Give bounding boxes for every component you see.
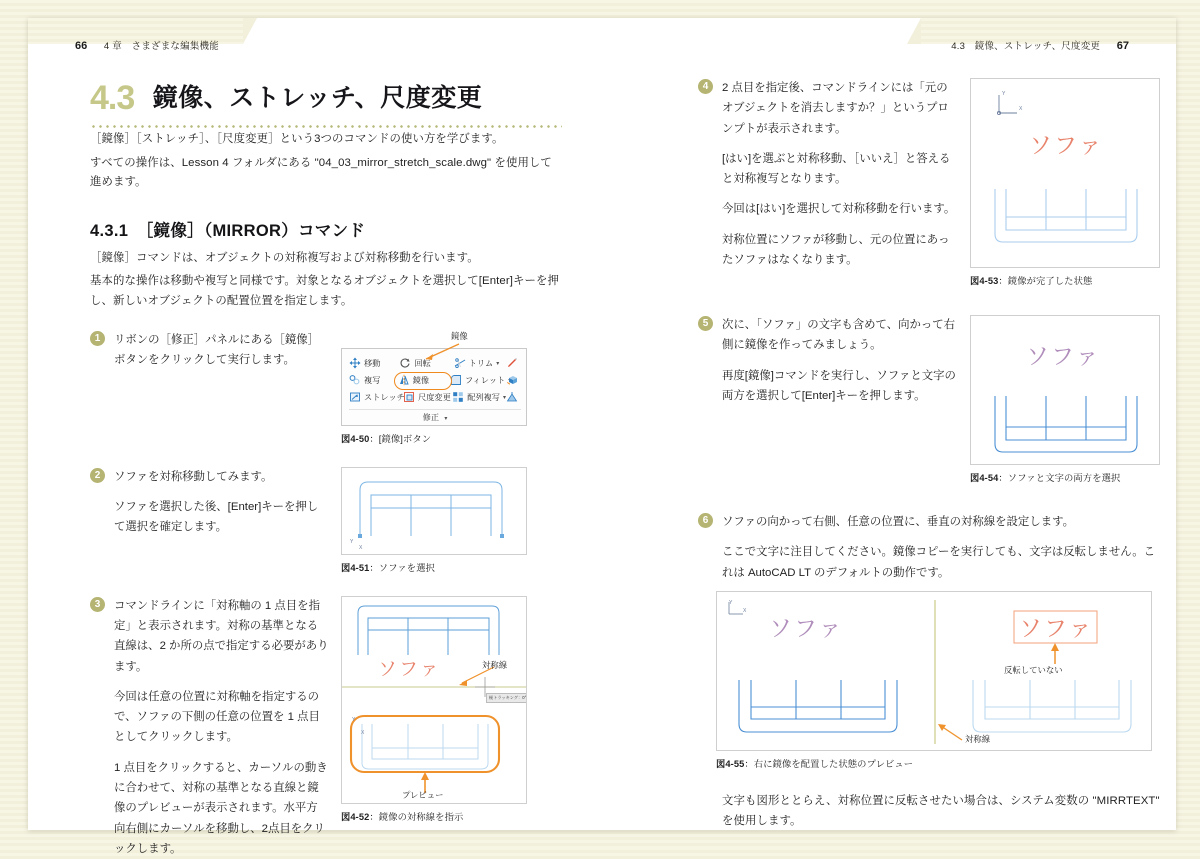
step-4-text-2: [はい]を選ぶと対称移動、［いいえ］と答えると対称複写となります。	[722, 152, 951, 186]
step-3-text-1: コマンドラインに「対称軸の 1 点目を指定」と表示されます。対称の基準となる直線は、2 か所の点で指定する必要があります。	[114, 599, 329, 673]
figure-4-55	[716, 591, 1162, 770]
step-6	[698, 512, 1162, 583]
figure-4-54-caption	[970, 470, 1160, 484]
sofa-text-f55-right: ソファ	[1019, 615, 1094, 641]
subsection-text-2: 基本的な操作は移動や複写と同様です。対象となるオブジェクトを選択して[Enter]キーを押し、新しいオブジェクトの配置位置を指定します。	[90, 275, 559, 308]
modify-panel-expand-caret[interactable]: ▾	[444, 415, 448, 422]
running-head-right	[951, 38, 1129, 52]
step-4-text-4: 対称位置にソファが移動し、元の位置にあったソファはなくなります。	[722, 233, 950, 267]
offset-icon	[506, 391, 518, 403]
ucs-x-label: X	[359, 544, 363, 551]
section-intro-line-2: すべての操作は、Lesson 4 フォルダにある "04_03_mirror_stretch_scale.dwg" を使用して進めます。	[90, 156, 552, 189]
figure-4-53	[970, 78, 1160, 287]
step-2-number: 2	[90, 468, 105, 483]
step-2	[90, 467, 562, 574]
folio-right: 67	[1116, 40, 1129, 52]
figure-4-52-text: ：鏡像の対称線を指示	[369, 811, 464, 822]
section-heading	[90, 78, 562, 130]
sofa-drawing-selected	[342, 468, 527, 555]
folio-left: 66	[75, 40, 88, 52]
ribbon-label-fillet: フィレット	[465, 375, 506, 385]
figure-4-52-id: 図4-52	[341, 811, 370, 822]
ribbon-row-3	[349, 389, 521, 406]
figure-4-54	[970, 315, 1160, 484]
step-5-text-1: 次に、「ソファ」の文字も含めて、向かって右側に鏡像を作ってみましょう。	[722, 319, 956, 352]
step-2-text-1: ソファを対称移動してみます。	[114, 470, 273, 483]
array-icon	[452, 391, 464, 403]
ribbon-button-scale[interactable]	[403, 391, 452, 403]
figure-4-54-id: 図4-54	[970, 473, 999, 483]
ribbon-button-array[interactable]	[452, 391, 506, 403]
figure-4-50-text: ：[鏡像]ボタン	[369, 433, 432, 444]
ucs-x-label-f55: X	[743, 607, 747, 614]
ribbon-label-scale: 尺度変更	[418, 392, 451, 402]
left-page-column	[90, 78, 562, 859]
figure-4-51	[341, 467, 527, 574]
step-4-text-1: 2 点目を指定後、コマンドラインには「元のオブジェクトを消去しますか？」というプロンプトが表示されます。	[722, 82, 949, 135]
running-head-left	[75, 38, 219, 52]
ribbon-button-offset[interactable]	[506, 391, 521, 403]
fillet-icon	[450, 374, 462, 386]
annotation-preview-f52: プレビュー	[402, 789, 444, 800]
array-dropdown-caret[interactable]: ▾	[502, 394, 506, 401]
figure-4-55-id: 図4-55	[716, 758, 745, 769]
cube-rotate-icon	[506, 374, 518, 386]
section-heading-title: 鏡像、ストレッチ、尺度変更	[152, 84, 483, 112]
step-6-text-2: ここで文字に注目してください。鏡像コピーを実行しても、文字は反転しません。これは AutoCAD LT のデフォルトの動作です。	[722, 546, 1156, 579]
tracking-tooltip: 極トラッキング：0°	[486, 693, 527, 703]
step-5-number: 5	[698, 316, 713, 331]
step-6-text-1: ソファの向かって右側、任意の位置に、垂直の対称線を設定します。	[722, 516, 1074, 528]
modify-panel-title[interactable]	[349, 409, 521, 423]
step-4-number: 4	[698, 79, 713, 94]
ucs-x-label-f52: X	[361, 729, 365, 736]
figure-4-53-caption	[970, 273, 1160, 287]
step-5	[698, 315, 1162, 484]
ribbon-label-stretch: ストレッチ	[364, 392, 405, 402]
annotation-mirror-axis-f52: 対称線	[482, 659, 508, 670]
sofa-text-f52: ソファ	[378, 658, 441, 680]
copy-icon	[349, 374, 361, 386]
step-4	[698, 78, 1162, 287]
figure-4-55-caption	[716, 756, 1162, 770]
figure-4-51-id: 図4-51	[341, 562, 370, 573]
figure-4-50-caption	[341, 431, 527, 445]
figure-4-53-text: ：鏡像が完了した状態	[998, 276, 1093, 286]
ribbon-button-mirror[interactable]	[398, 374, 450, 386]
ribbon-row-2	[349, 372, 521, 389]
ucs-y-label-f55: Y	[729, 599, 733, 606]
figure-4-50-id: 図4-50	[341, 433, 370, 444]
section-intro-line-1: ［鏡像］［ストレッチ］、［尺度変更］という3つのコマンドの使い方を学びます。	[90, 133, 504, 145]
sofa-text-f53: ソファ	[1029, 133, 1104, 158]
sofa-text-f55-left: ソファ	[769, 615, 844, 641]
right-page-column	[698, 78, 1162, 835]
ribbon-label-move: 移動	[364, 358, 381, 368]
ribbon-label-rotate: 回転	[414, 358, 431, 368]
ribbon-button-fillet[interactable]	[450, 374, 506, 386]
subsection-heading: 4.3.1 ［鏡像］（MIRROR）コマンド	[90, 221, 366, 240]
ribbon-callout-label: 鏡像	[451, 330, 468, 341]
step-3-text-2: 今回は任意の位置に対称軸を指定するので、ソファの下側の任意の位置を 1 点目としてクリックします。	[114, 690, 320, 744]
ucs-y-label: Y	[350, 538, 354, 545]
ribbon-label-mirror: 鏡像	[412, 375, 430, 385]
mirror-icon	[398, 374, 410, 386]
figure-4-51-text: ：ソファを選択	[369, 562, 435, 573]
subsection-text-1: ［鏡像］コマンドは、オブジェクトの対称複写および対称移動を行います。	[90, 251, 479, 264]
step-3	[90, 596, 562, 859]
ribbon-button-rotate[interactable]	[399, 357, 453, 369]
ucs-x-label-f53: X	[1019, 106, 1023, 112]
figure-4-50	[341, 330, 527, 445]
ribbon-button-copy[interactable]	[349, 374, 398, 386]
modify-panel-label: 修正	[422, 412, 440, 422]
step-1-number: 1	[90, 331, 105, 346]
chapter-title-left: 4 章 さまざまな編集機能	[103, 41, 219, 52]
figure-4-52	[341, 596, 527, 823]
ucs-y-label-f53: Y	[1002, 91, 1006, 97]
step-5-text-2: 再度[鏡像]コマンドを実行し、ソファと文字の両方を選択して[Enter]キーを押します。	[722, 369, 956, 402]
trim-dropdown-caret[interactable]: ▾	[496, 360, 500, 367]
step-4-text-3: 今回は[はい]を選択して対称移動を行います。	[722, 203, 956, 216]
ribbon-button-rotate3d[interactable]	[506, 374, 521, 386]
section-title-right: 4.3 鏡像、ストレッチ、尺度変更	[951, 41, 1101, 52]
rotate-icon	[399, 357, 411, 369]
figure-4-54-text: ：ソファと文字の両方を選択	[998, 473, 1121, 483]
ribbon-label-trim: トリム	[468, 358, 494, 368]
figure-4-55-text: ：右に鏡像を配置した状態のプレビュー	[744, 758, 914, 769]
step-6-number: 6	[698, 513, 713, 528]
ribbon-label-array: 配列複写	[467, 392, 500, 402]
figure-4-51-caption	[341, 560, 527, 574]
ribbon-button-stretch[interactable]	[349, 391, 403, 403]
figure-4-53-id: 図4-53	[970, 276, 999, 286]
ribbon-label-copy: 複写	[364, 375, 381, 385]
step-3-text-3: 1 点目をクリックすると、カーソルの動きに合わせて、対称の基準となる直線と鏡像のプレビューが表示されます。水平方向右側にカーソルを移動し、2点目をクリックします。	[114, 761, 328, 855]
step-3-number: 3	[90, 597, 105, 612]
heading-dotted-rule	[90, 125, 562, 128]
section-number: 4.3	[90, 79, 135, 117]
scale-icon	[403, 391, 415, 403]
mirror-complete-drawing	[971, 79, 1160, 268]
step-1	[90, 330, 562, 445]
step-2-text-2: ソファを選択した後、[Enter]キーを押して選択を確定します。	[114, 500, 319, 534]
sofa-text-f54: ソファ	[1026, 344, 1101, 369]
annotation-mirror-axis-f55: 対称線	[965, 733, 991, 744]
figure-4-52-caption	[341, 809, 527, 823]
book-spread	[28, 18, 1176, 855]
step-1-text: リボンの［修正］パネルにある［鏡像］ボタンをクリックして実行します。	[114, 333, 320, 366]
ucs-y-label-f52: Y	[352, 716, 356, 723]
stretch-icon	[349, 391, 361, 403]
annotation-not-flipped: 反転していない	[1004, 664, 1063, 675]
closing-note: 文字も図形ととらえ、対称位置に反転させたい場合は、システム変数の "MIRRTEXT" を使用します。	[722, 794, 1160, 827]
